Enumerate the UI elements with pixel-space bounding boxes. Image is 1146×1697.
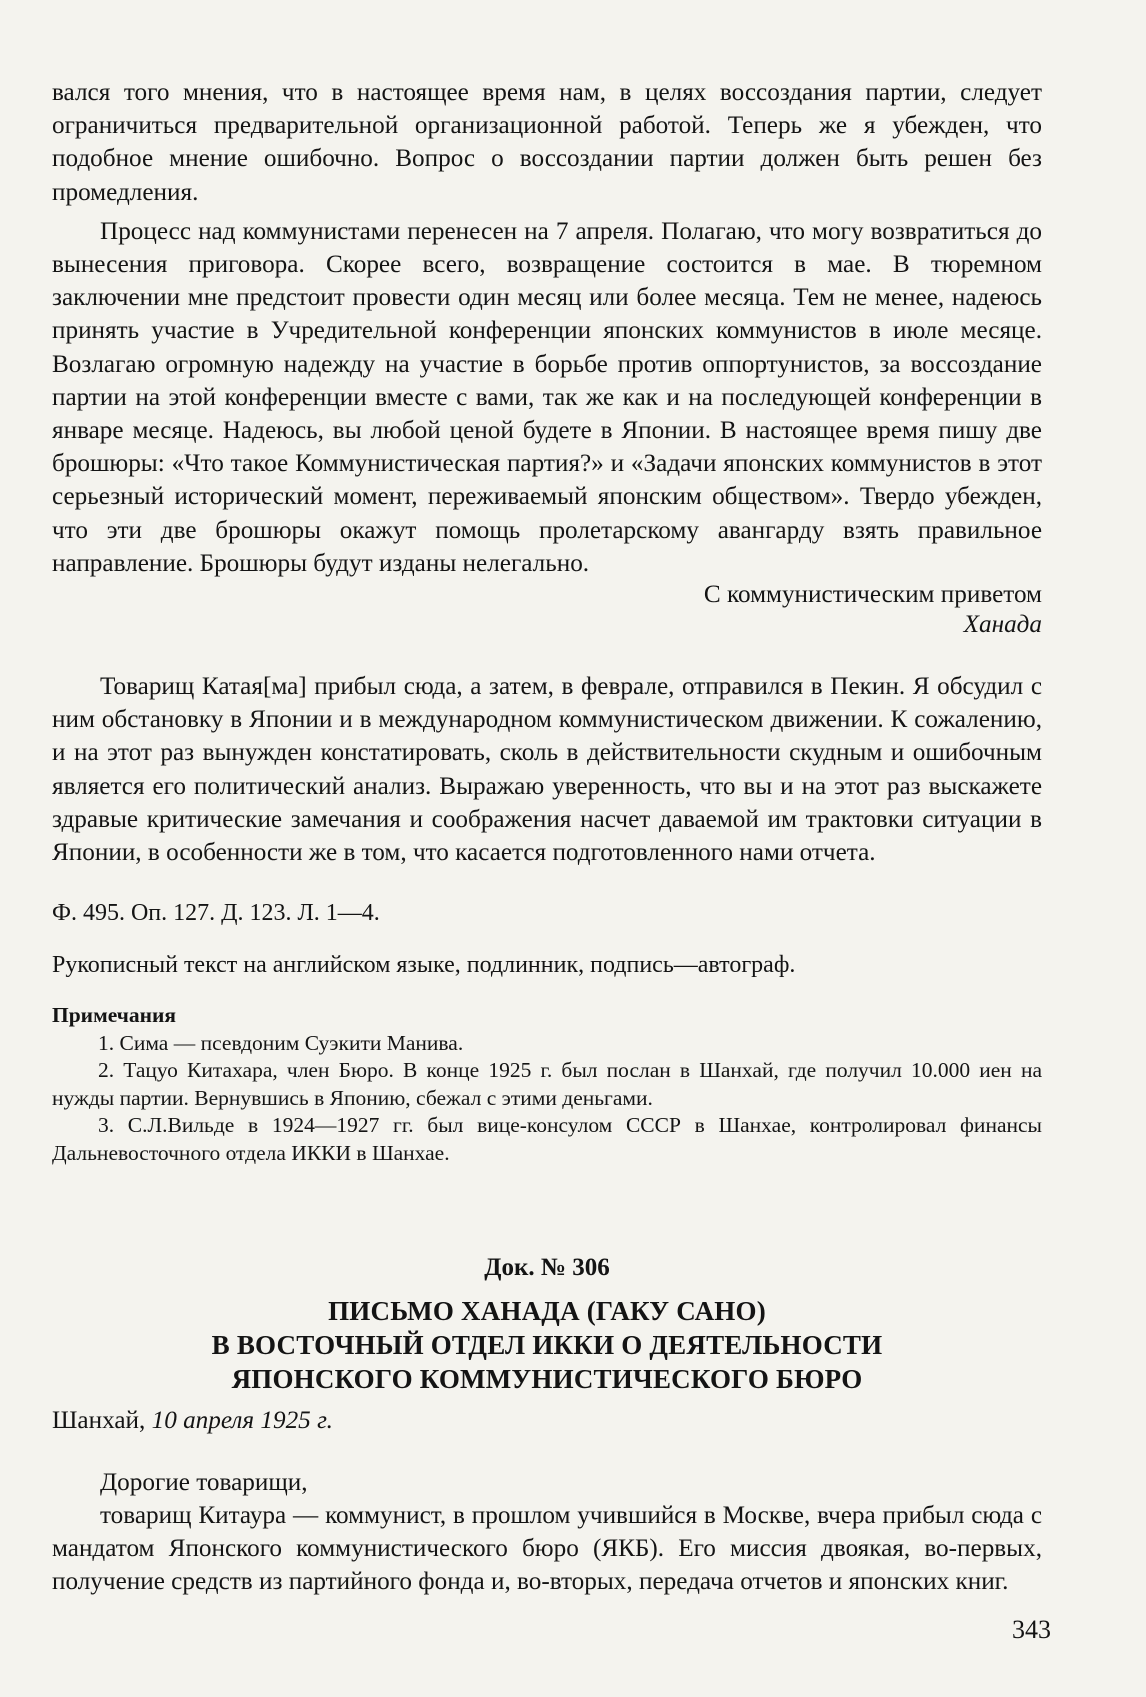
paragraph-first: товарищ Китаура — коммунист, в прошлом учившийся в Москве, вчера прибыл сюда с мандатом Японского коммунистического бюро (ЯКБ). Его миссия двоякая, во-первых, получение средств из партийного фонда и, во-вторых, передача отчетов и японских книг. <box>52 1502 1042 1596</box>
paragraph-postscript: Товарищ Катая[ма] прибыл сюда, а затем, в феврале, отправился в Пекин. Я обсудил с ним обстановку в Японии и в международном коммунистическом движении. К сожалению, и на этот раз вынужден констатировать, сколь в действительности скудным и ошибочным является его политический анализ. Выражаю уверенность, что вы и на этот раз выскажете здравые критические замечания и соображения насчет даваемой им трактовки ситуации в Японии, в особенности же в том, что касается подготовленного нами отчета. <box>52 673 1042 867</box>
archive-info <box>52 898 1042 980</box>
dateline-date: 10 апреля 1925 г. <box>151 1407 333 1434</box>
archive-description: Рукописный текст на английском языке, подлинник, подпись—автограф. <box>52 952 796 978</box>
salutation: Дорогие товарищи, <box>100 1469 308 1496</box>
closing-line: С коммунистическим приветом <box>703 581 1042 608</box>
letter-body <box>52 1466 1042 1599</box>
letter-continuation <box>52 76 1042 580</box>
signature-name: Ханада <box>963 611 1042 638</box>
document-title-line: ПИСЬМО ХАНАДА (ГАКУ САНО) <box>328 1296 766 1326</box>
document-heading <box>52 1254 1042 1396</box>
note-item: 1. Сима — псевдоним Суэкити Манива. <box>98 1030 464 1055</box>
notes-section <box>52 1002 1042 1167</box>
document-number: Док. № 306 <box>484 1254 610 1281</box>
signature-block <box>52 580 1042 640</box>
paragraph-trial: Процесс над коммунистами перенесен на 7 апреля. Полагаю, что могу возвратиться до вынесения приговора. Скорее всего, возвращение состоится в мае. В тюремном заключении мне предстоит провести один месяц или более месяца. Тем не менее, надеюсь принять участие в Учредительной конференции японских коммунистов в июле месяце. Возлагаю огромную надежду на участие в борьбе против оппортунистов, за воссоздание партии на этой конференции вместе с вами, так же как и на последующей конференции в январе месяце. Надеюсь, вы любой ценой будете в Японии. В настоящее время пишу две брошюры: «Что такое Коммунистическая партия?» и «Задачи японских коммунистов в этот серьезный исторический момент, переживаемый японским обществом». Твердо убежден, что эти две брошюры окажут помощь пролетарскому авангарду взять правильное направление. Брошюры будут изданы нелегально. <box>52 217 1042 577</box>
postscript <box>52 670 1042 869</box>
archive-reference: Ф. 495. Оп. 127. Д. 123. Л. 1—4. <box>52 900 380 926</box>
dateline <box>52 1404 1042 1437</box>
document-title-line: В ВОСТОЧНЫЙ ОТДЕЛ ИККИ О ДЕЯТЕЛЬНОСТИ <box>211 1330 883 1360</box>
notes-title: Примечания <box>52 1003 177 1027</box>
dateline-place: Шанхай, <box>52 1407 146 1434</box>
paragraph-continuation: вался того мнения, что в настоящее время нам, в целях воссоздания партии, следует ограничиться предварительной организационной работой. Теперь же я убежден, что подобное мнение ошибочно. Вопрос о воссоздании партии должен быть решен без промедления. <box>52 79 1042 206</box>
document-title-line: ЯПОНСКОГО КОММУНИСТИЧЕСКОГО БЮРО <box>231 1364 863 1394</box>
page-number: 343 <box>1012 1615 1051 1644</box>
note-item: 2. Тацуо Китахара, член Бюро. В конце 1925 г. был послан в Шанхай, где получил 10.000 иен на нужды партии. Вернувшись в Японию, сбежал с этими деньгами. <box>52 1058 1042 1110</box>
note-item: 3. С.Л.Вильде в 1924—1927 гг. был вице-консулом СССР в Шанхае, контролировал финансы Дальневосточного отдела ИККИ в Шанхае. <box>52 1113 1042 1165</box>
